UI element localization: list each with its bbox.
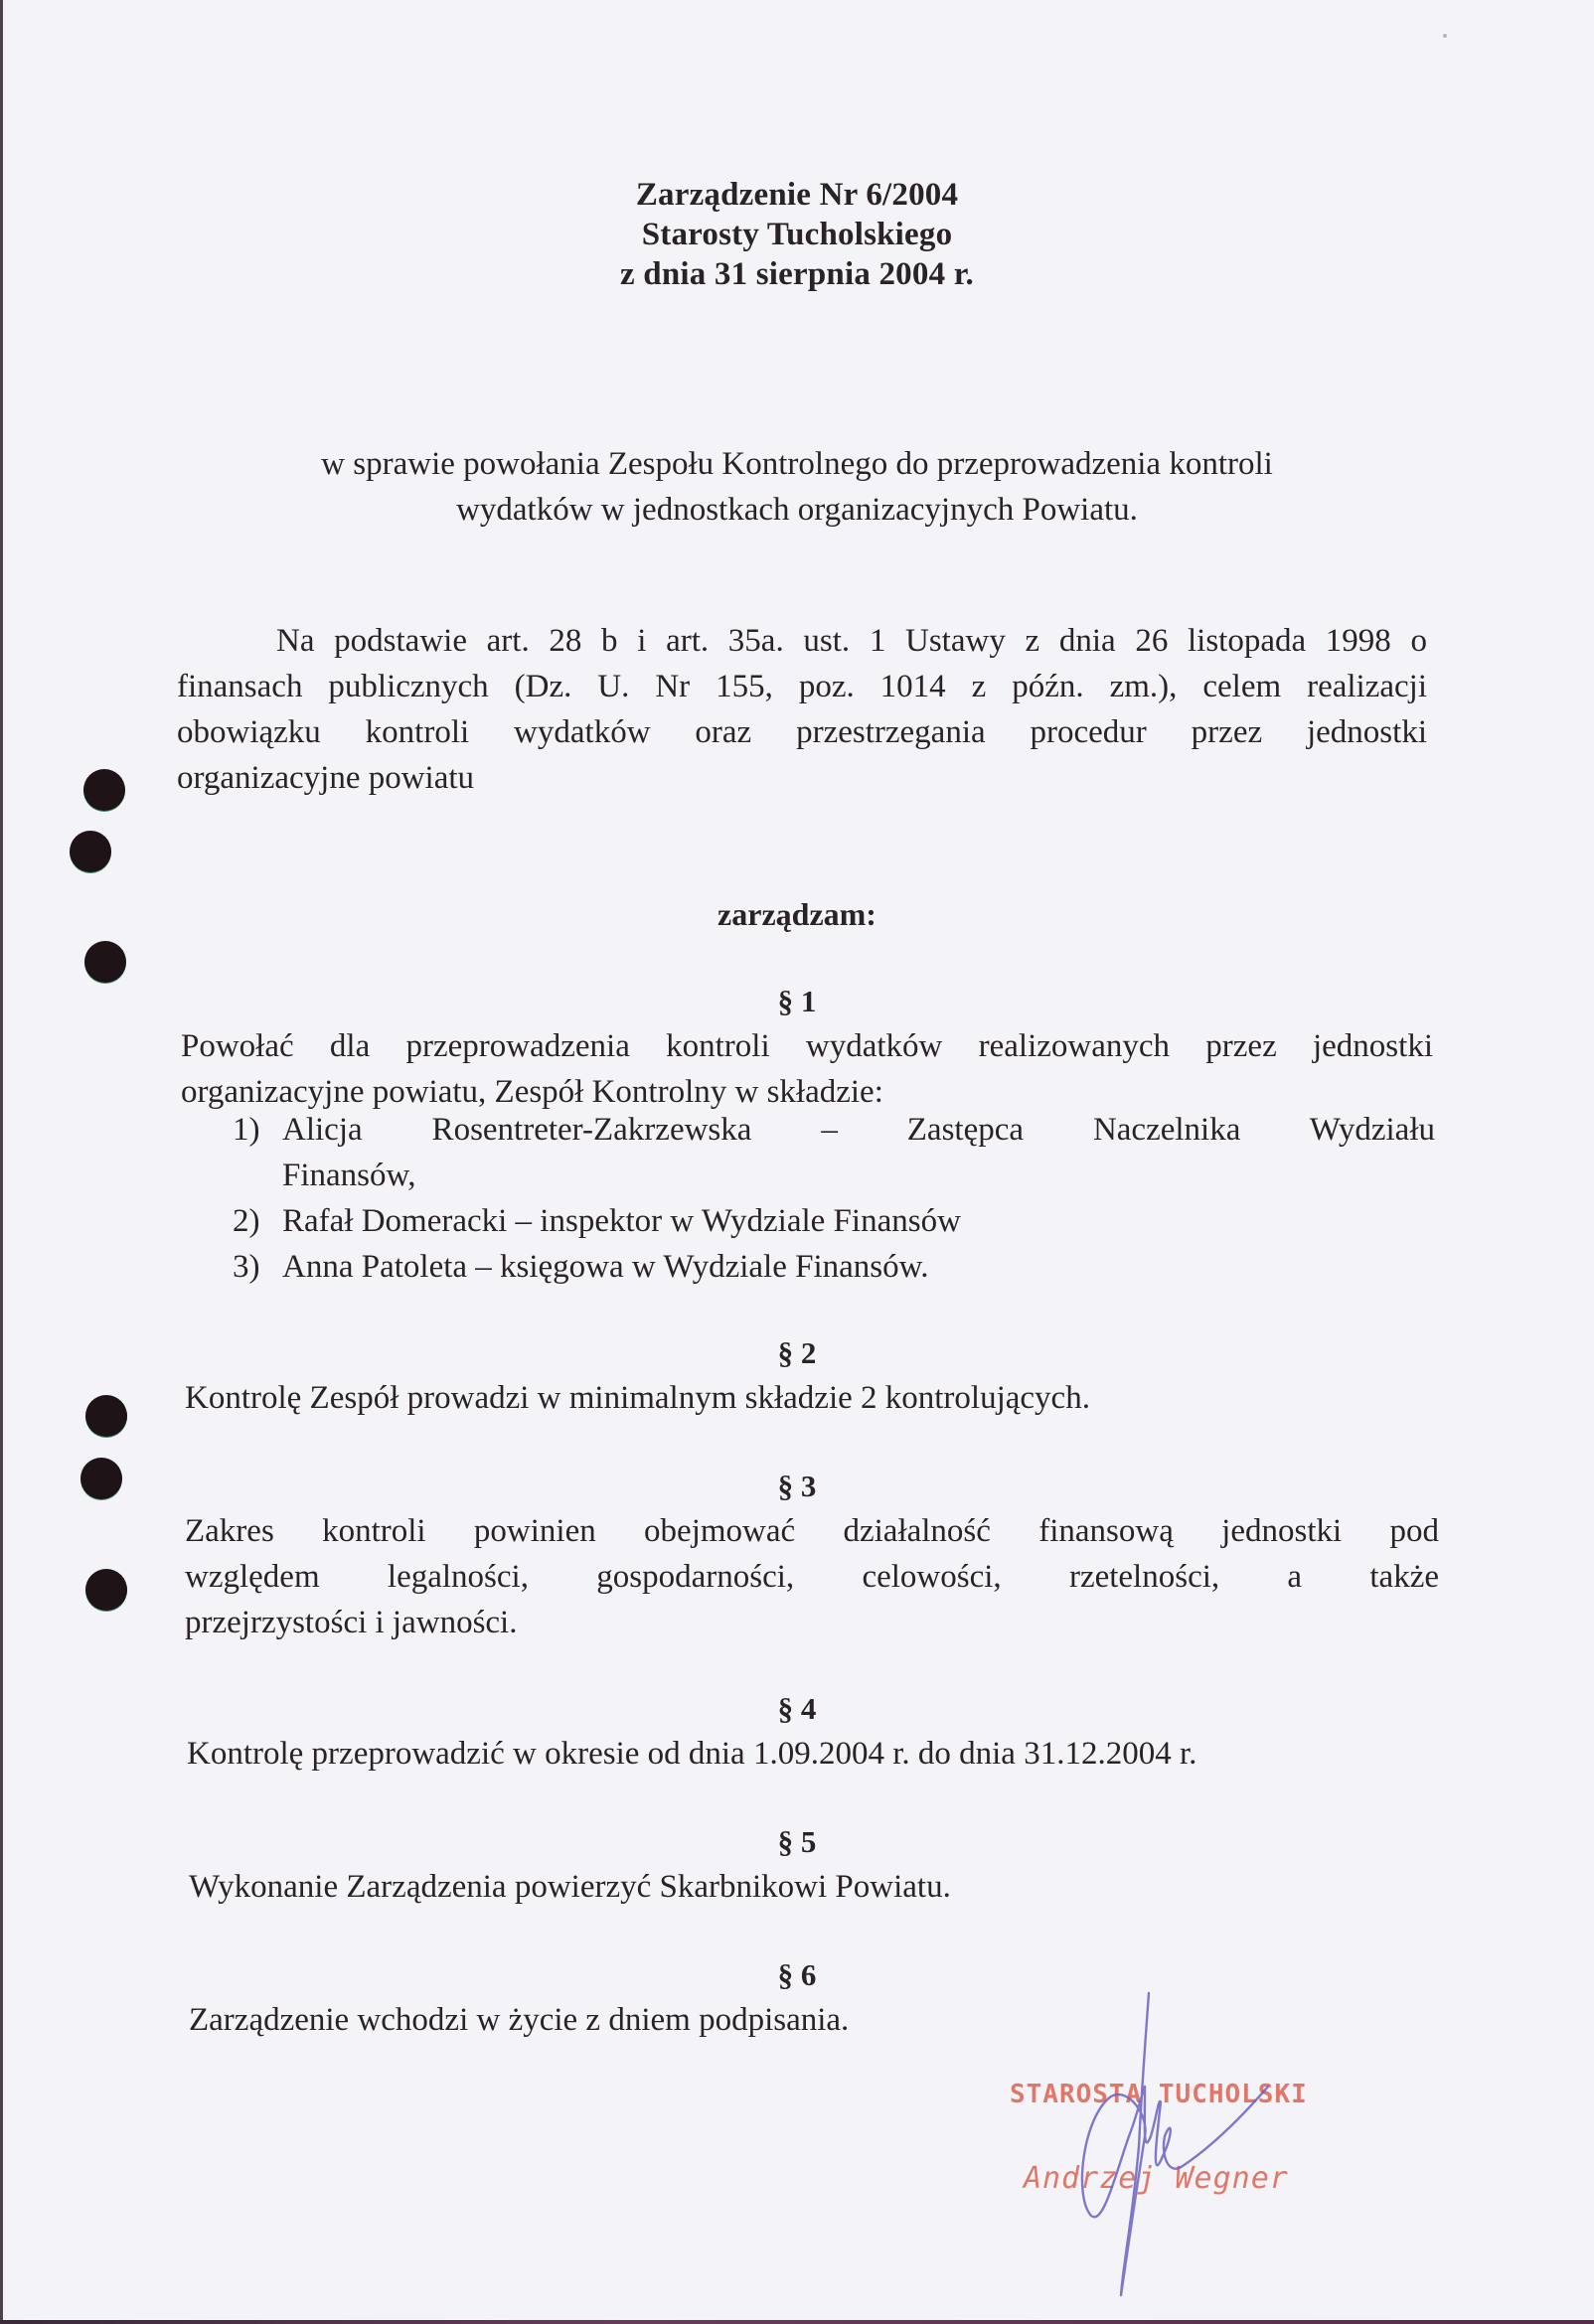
section-1-sign: § 1: [777, 984, 817, 1018]
member-line: Alicja Rosentreter-Zakrzewska – Zastępca Naczelnika Wydziału: [282, 1112, 1435, 1148]
title-line-date: z dnia 31 sierpnia 2004 r.: [619, 256, 975, 292]
punch-hole: [85, 1395, 127, 1437]
team-member: [233, 1107, 1435, 1198]
official-stamp-title: STAROSTA TUCHOLSKI: [1010, 2080, 1308, 2109]
team-members-list: [233, 1107, 1435, 1290]
section-1-text: [181, 1023, 1433, 1115]
punch-hole: [84, 941, 126, 983]
section-4-line: Kontrolę przeprowadzić w okresie od dnia 1.09.2004 r. do dnia 31.12.2004 r.: [187, 1736, 1197, 1772]
punch-hole: [85, 1569, 127, 1611]
member-number: 2): [233, 1203, 260, 1239]
signature-stroke: [1082, 1993, 1268, 2295]
subject-line: wydatków w jednostkach organizacyjnych Powiatu.: [456, 492, 1138, 528]
handwritten-signature: [1034, 1987, 1332, 2305]
section-3-sign: § 3: [777, 1469, 817, 1503]
title-line-number: Zarządzenie Nr 6/2004: [635, 177, 959, 213]
section-6-line: Zarządzenie wchodzi w życie z dniem podpisania.: [189, 2002, 850, 2038]
section-2-text: [185, 1375, 1437, 1421]
punch-hole: [70, 831, 111, 872]
member-line: Finansów,: [282, 1158, 416, 1193]
section-4-text: [187, 1731, 1439, 1777]
section-3-line: Zakres kontroli powinien obejmować działalność finansową jednostki pod: [185, 1513, 1439, 1549]
section-3-line: względem legalności, gospodarności, celowości, rzetelności, a także: [185, 1559, 1439, 1595]
section-5-text: [189, 1864, 1441, 1910]
document-subject: [0, 441, 1594, 533]
section-6-sign: § 6: [777, 1957, 817, 1992]
section-2-line: Kontrolę Zespół prowadzi w minimalnym składzie 2 kontrolujących.: [185, 1380, 1090, 1416]
preamble: [177, 618, 1427, 801]
title-line-issuer: Starosty Tucholskiego: [641, 217, 953, 252]
page-edge-bottom: [0, 2320, 1594, 2324]
section-2-sign: § 2: [777, 1335, 817, 1370]
scan-speck: [1443, 34, 1447, 38]
member-number: 1): [233, 1112, 260, 1148]
member-line: Rafał Domeracki – inspektor w Wydziale Finansów: [282, 1203, 961, 1239]
member-line: Anna Patoleta – księgowa w Wydziale Finansów.: [282, 1249, 929, 1285]
section-3-line: przejrzystości i jawności.: [185, 1605, 518, 1640]
section-1-line: organizacyjne powiatu, Zespół Kontrolny w składzie:: [181, 1074, 883, 1110]
section-1-line: Powołać dla przeprowadzenia kontroli wydatków realizowanych przez jednostki: [181, 1028, 1433, 1064]
section-5-sign: § 5: [777, 1824, 817, 1859]
section-5-line: Wykonanie Zarządzenia powierzyć Skarbnikowi Powiatu.: [189, 1869, 951, 1905]
preamble-line: Na podstawie art. 28 b i art. 35a. ust. 1 Ustawy z dnia 26 listopada 1998 o: [276, 623, 1427, 659]
subject-line: w sprawie powołania Zespołu Kontrolnego do przeprowadzenia kontroli: [321, 446, 1273, 482]
decree-word: zarządzam:: [717, 896, 877, 932]
punch-hole: [83, 769, 125, 811]
team-member: [233, 1244, 1435, 1290]
member-number: 3): [233, 1249, 260, 1285]
document-title: [0, 175, 1594, 294]
preamble-line: finansach publicznych (Dz. U. Nr 155, poz. 1014 z późn. zm.), celem realizacji: [177, 669, 1427, 704]
preamble-line: obowiązku kontroli wydatków oraz przestrzegania procedur przez jednostki: [177, 714, 1427, 750]
preamble-line: organizacyjne powiatu: [177, 760, 475, 796]
official-stamp-name: Andrzej Wegner: [1024, 2161, 1289, 2196]
team-member: [233, 1198, 1435, 1244]
section-3-text: [185, 1508, 1439, 1645]
section-4-sign: § 4: [777, 1691, 817, 1726]
